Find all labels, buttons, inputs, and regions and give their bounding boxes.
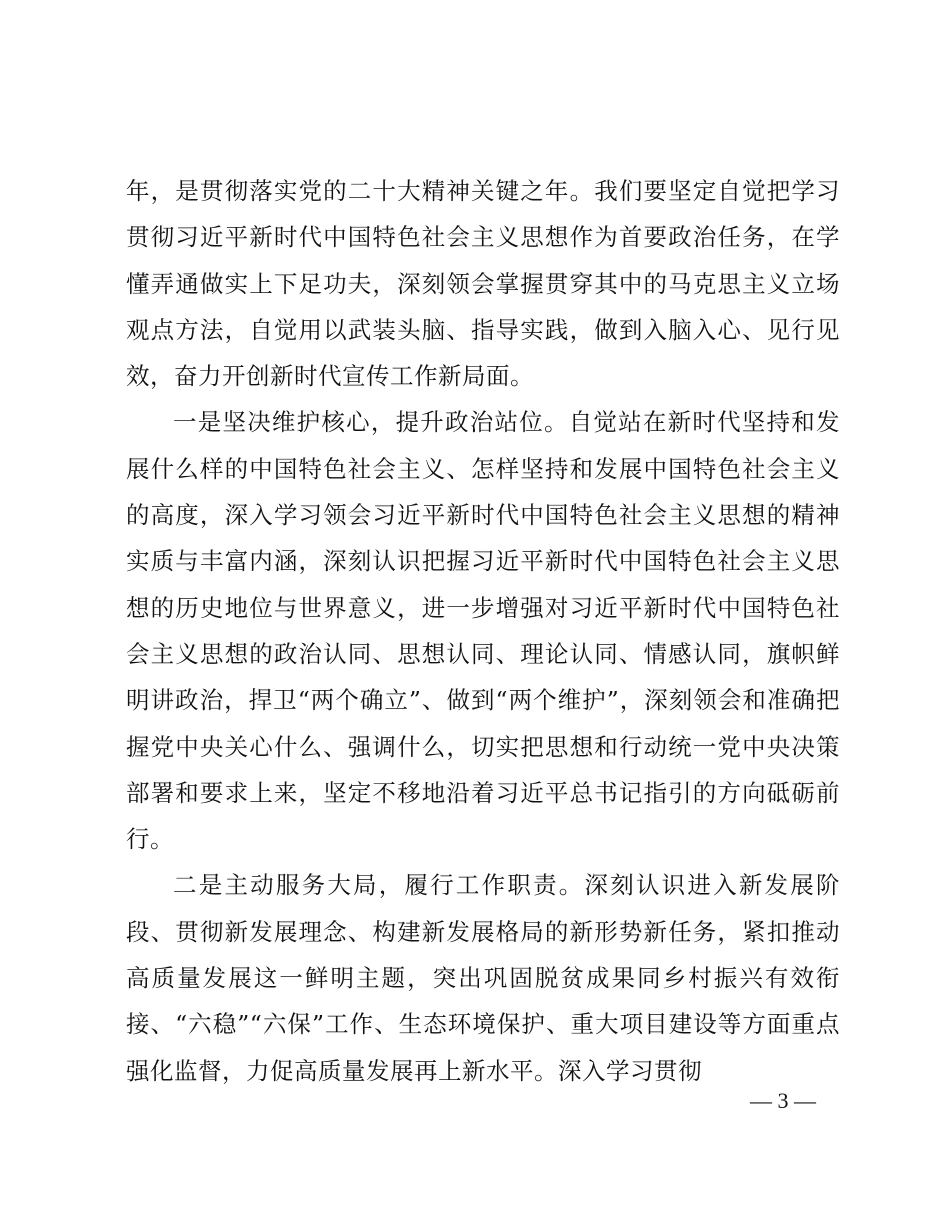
document-body xyxy=(126,168,840,1094)
paragraph-serve-overall: 二是主动服务大局，履行工作职责。深刻认识进入新发展阶段、贯彻新发展理念、构建新发展格局的新形势新任务，紧扣推动高质量发展这一鲜明主题，突出巩固脱贫成果同乡村振兴有效衔接、“六稳”“六保”工作、生态环境保护、重大项目建设等方面重点强化监督，力促高质量发展再上新水平。深入学习贯彻 xyxy=(126,871,840,1085)
paragraph-political-stance: 一是坚决维护核心，提升政治站位。自觉站在新时代坚持和发展什么样的中国特色社会主义、怎样坚持和发展中国特色社会主义的高度，深入学习领会习近平新时代中国特色社会主义思想的精神实质与丰富内涵，深刻认识把握习近平新时代中国特色社会主义思想的历史地位与世界意义，进一步增强对习近平新时代中国特色社会主义思想的政治认同、思想认同、理论认同、情感认同，旗帜鲜明讲政治，捍卫“两个确立”、做到“两个维护”，深刻领会和准确把握党中央关心什么、强调什么，切实把思想和行动统一党中央决策部署和要求上来，坚定不移地沿着习近平总书记指引的方向砥砺前行。 xyxy=(126,408,840,854)
paragraph-continuation: 年，是贯彻落实党的二十大精神关键之年。我们要坚定自觉把学习贯彻习近平新时代中国特色社会主义思想作为首要政治任务，在学懂弄通做实上下足功夫，深刻领会掌握贯穿其中的马克思主义立场观点方法，自觉用以武装头脑、指导实践，做到入脑入心、见行见效，奋力开创新时代宣传工作新局面。 xyxy=(126,177,840,391)
page-number: — 3 — xyxy=(750,1088,816,1113)
